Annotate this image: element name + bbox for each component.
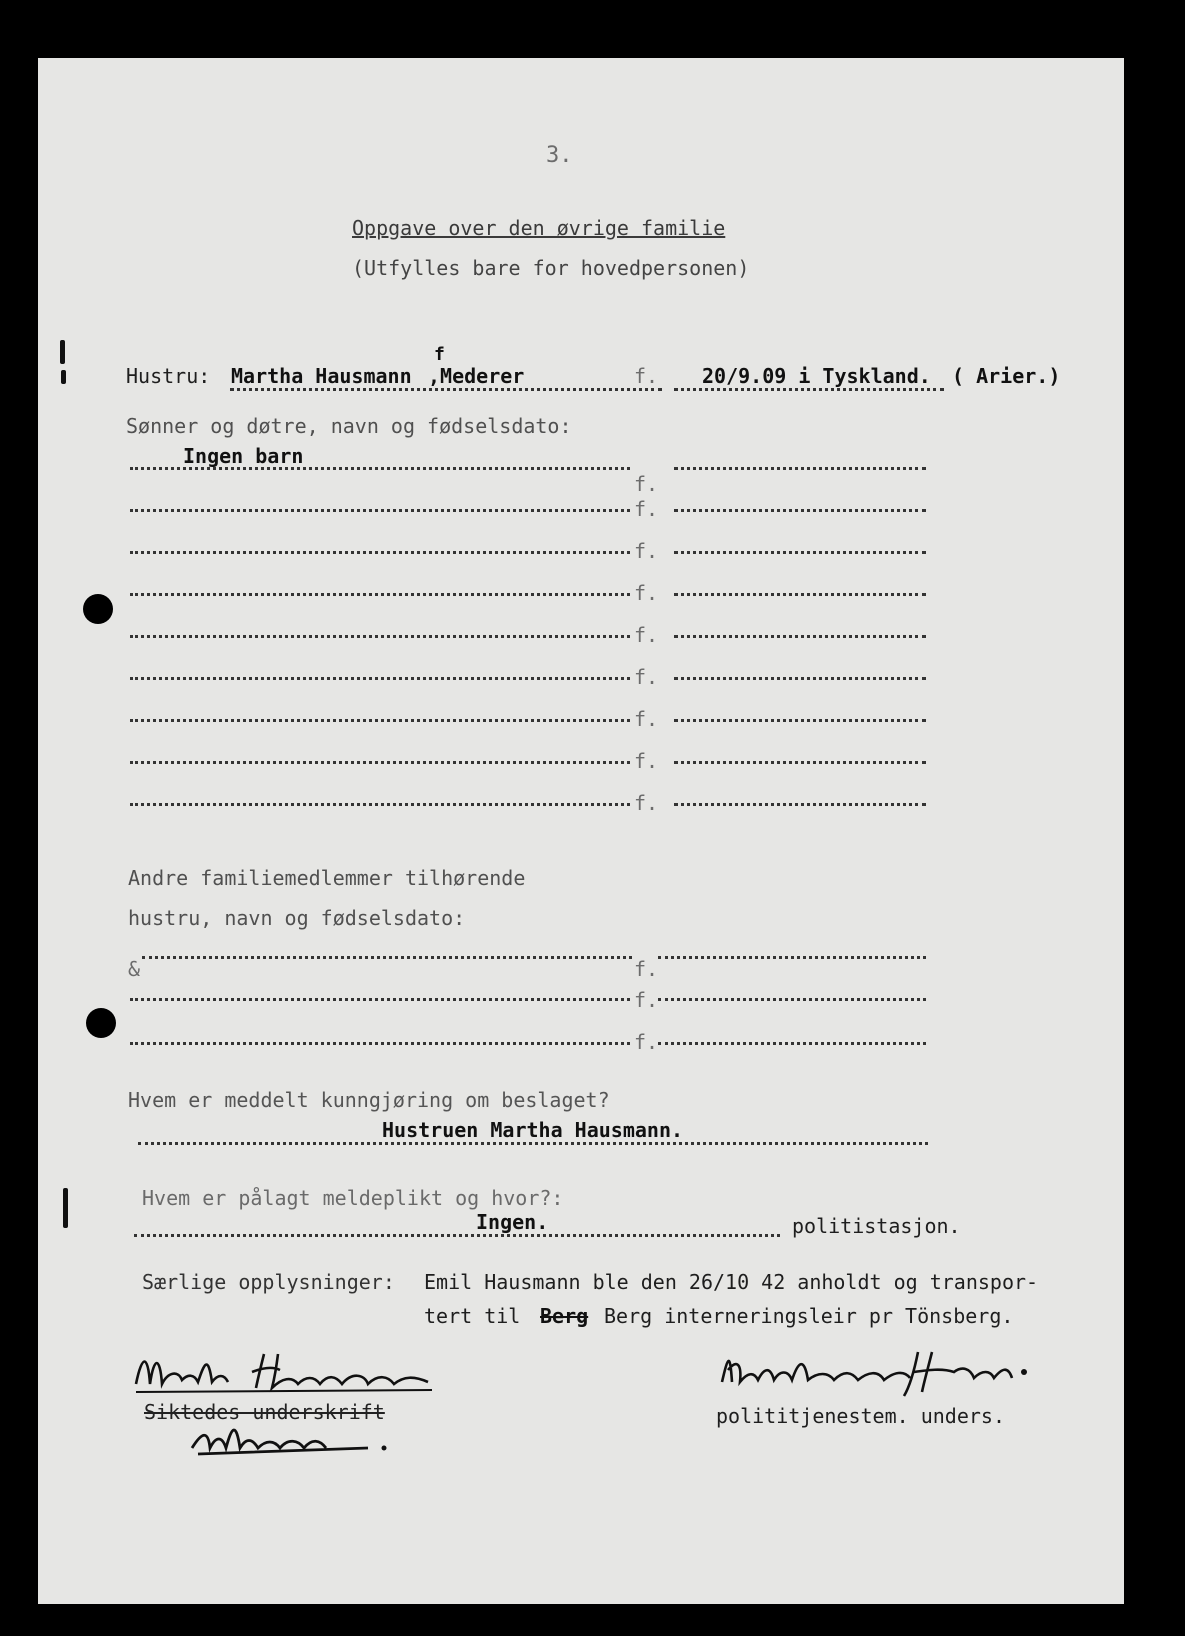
children-date-line [674,719,926,722]
children-name-line [130,635,630,638]
children-f-mark: f. [634,472,659,496]
wife-name: Martha Hausmann [231,364,412,388]
children-f-mark: f. [634,539,659,563]
children-f-mark: f. [634,581,659,605]
reporting-suffix: politistasjon. [792,1214,961,1238]
margin-mark [60,340,65,364]
children-f-mark: f. [634,791,659,815]
subheading: (Utfylles bare for hovedpersonen) [352,256,750,280]
margin-mark [63,1188,68,1228]
heading: Oppgave over den øvrige familie [352,216,726,240]
other-family-f-mark: f. [634,1030,659,1054]
children-label: Sønner og døtre, navn og fødselsdato: [126,414,572,438]
punch-hole [86,1008,116,1038]
other-family-name-line [130,998,630,1001]
other-family-date-line [658,1042,926,1045]
children-f-mark: f. [634,707,659,731]
children-f-mark: f. [634,749,659,773]
officer-signature [718,1342,1038,1402]
other-family-date-line [658,956,926,959]
children-name-line [130,551,630,554]
children-name-line [130,593,630,596]
wife-maiden-name: ,Mederer [428,364,525,388]
other-family-f-mark: f. [634,957,659,981]
special-line-2-struck: Berg [540,1304,589,1328]
wife-name-line [230,388,662,391]
signature-right-caption: polititjenestem. unders. [716,1404,1005,1428]
margin-mark [61,370,66,384]
other-family-label-2: hustru, navn og fødselsdato: [128,906,466,930]
other-family-ampersand: & [128,957,141,981]
wife-born-value: 20/9.09 i Tyskland. [702,364,931,388]
wife-race: ( Arier.) [952,364,1061,388]
reporting-answer: Ingen. [476,1210,549,1234]
children-name-line [130,761,630,764]
children-date-line [674,593,926,596]
children-date-line [674,803,926,806]
children-date-line [674,677,926,680]
other-family-label-1: Andre familiemedlemmer tilhørende [128,866,526,890]
other-family-name-line [142,956,632,959]
notification-line [138,1142,928,1145]
children-name-line [130,677,630,680]
wife-label: Hustru: [126,364,211,388]
other-family-name-line [130,1042,630,1045]
wife-born-label: f. [634,364,659,388]
children-f-mark: f. [634,623,659,647]
children-date-line [674,467,926,470]
other-family-f-mark: f. [634,988,659,1012]
special-label: Særlige opplysninger: [142,1270,395,1294]
children-f-mark: f. [634,665,659,689]
other-family-date-line [658,998,926,1001]
wife-signature-2 [188,1418,428,1462]
wife-f-mark: f [434,344,445,365]
notification-answer: Hustruen Martha Hausmann. [382,1118,684,1142]
children-name-line [130,467,630,470]
special-line-1: Emil Hausmann ble den 26/10 42 anholdt og transpor- [424,1270,1039,1294]
children-date-line [674,761,926,764]
children-f-mark: f. [634,497,659,521]
document-page [38,58,1124,1604]
page-number: 3. [546,143,573,168]
notification-question: Hvem er meddelt kunngjøring om beslaget? [128,1088,610,1112]
punch-hole [83,594,113,624]
children-name-line [130,803,630,806]
children-name-line [130,719,630,722]
children-name-line [130,509,630,512]
children-date-line [674,509,926,512]
special-line-2-pre: tert til [424,1304,521,1328]
children-date-line [674,551,926,554]
wife-signature [132,1344,452,1404]
reporting-line [134,1234,780,1237]
reporting-question: Hvem er pålagt meldeplikt og hvor?: [142,1186,564,1210]
children-first-entry: Ingen barn [183,444,304,468]
wife-born-line [674,388,944,391]
children-date-line [674,635,926,638]
signature-left-caption: Siktedes underskrift [144,1400,385,1424]
special-line-2-post: Berg interneringsleir pr Tönsberg. [604,1304,1014,1328]
